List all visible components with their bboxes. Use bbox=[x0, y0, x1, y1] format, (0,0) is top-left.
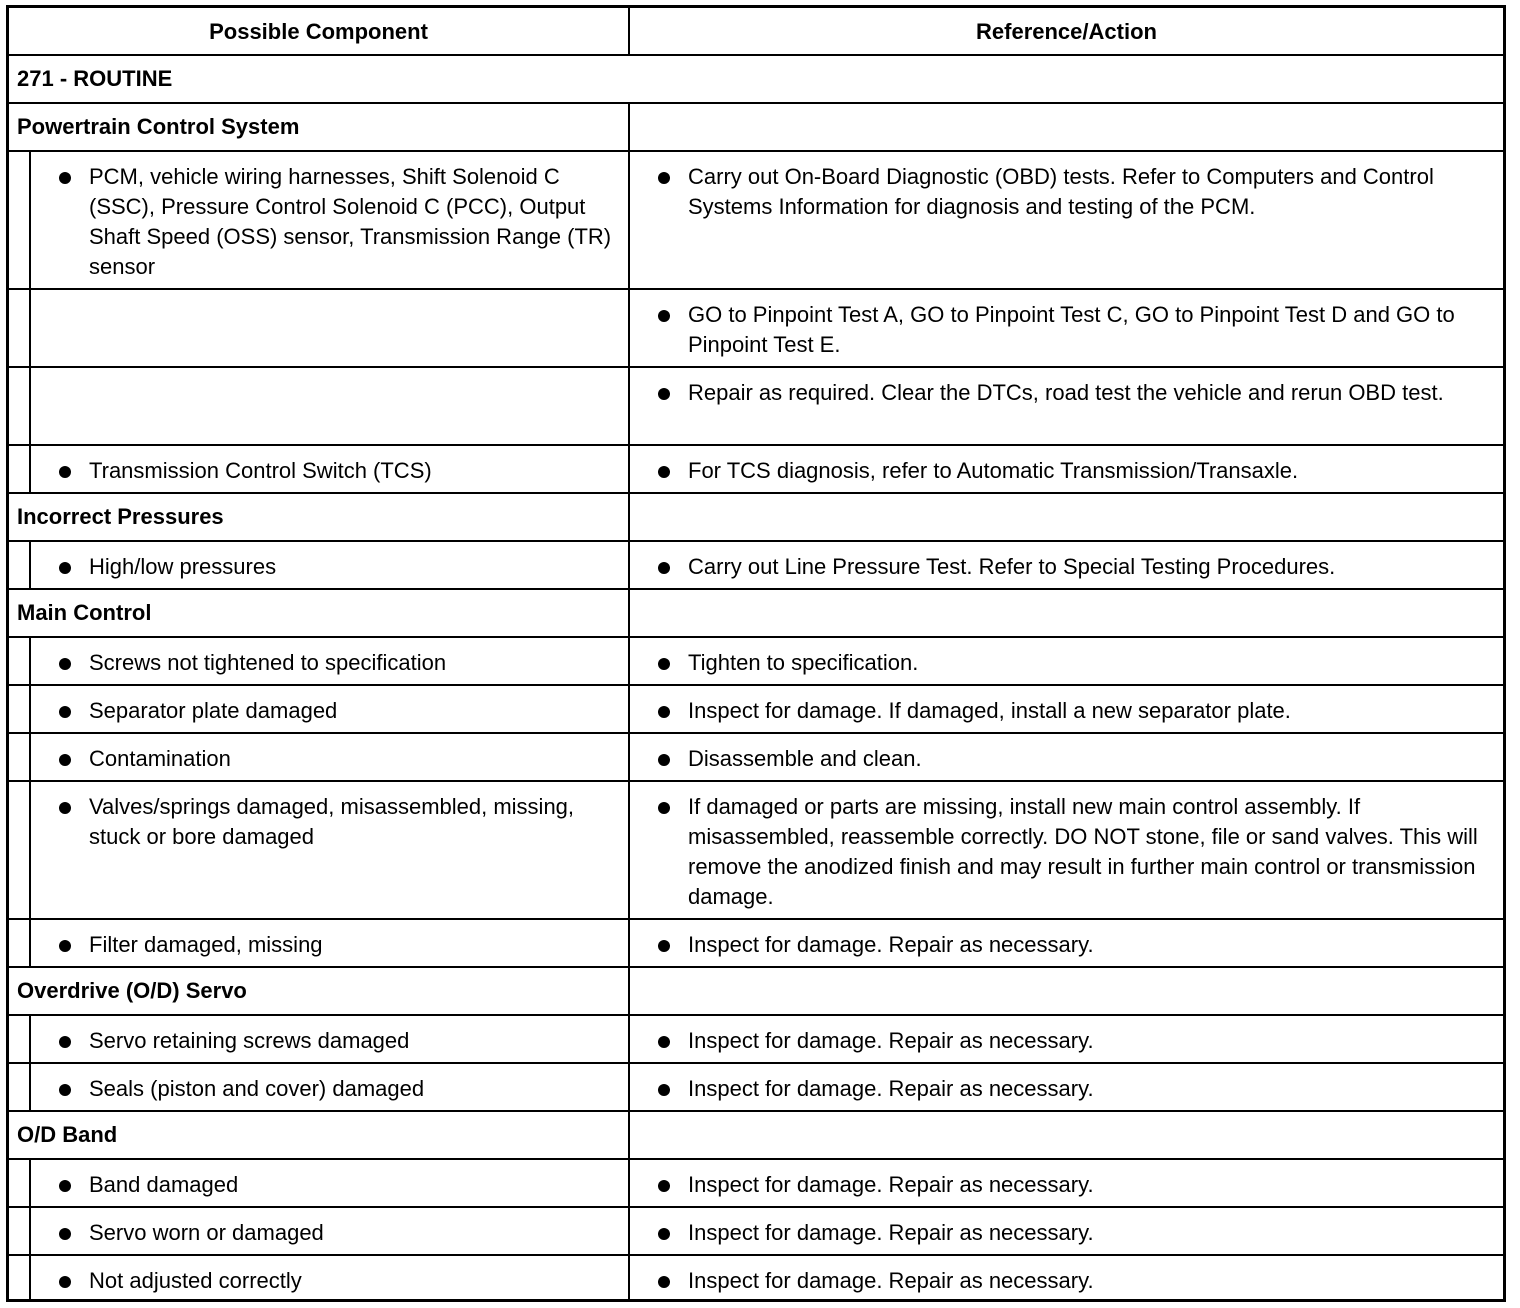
action-item: Carry out On-Board Diagnostic (OBD) tests. Refer to Computers and Control Systems Information for diagnosis and testing of the PCM. bbox=[688, 164, 1434, 219]
table-row bbox=[9, 1208, 1503, 1256]
component-item: Valves/springs damaged, misassembled, missing, stuck or bore damaged bbox=[89, 794, 575, 849]
table-row bbox=[9, 290, 1503, 368]
section-title: Incorrect Pressures bbox=[17, 504, 224, 529]
table-row bbox=[9, 1016, 1503, 1064]
action-item: Inspect for damage. Repair as necessary. bbox=[688, 932, 1094, 957]
section-title: Powertrain Control System bbox=[17, 114, 300, 139]
action-item: Inspect for damage. Repair as necessary. bbox=[688, 1268, 1094, 1293]
column-header-component: Possible Component bbox=[209, 19, 428, 44]
component-item: Servo retaining screws damaged bbox=[89, 1028, 410, 1053]
component-item: Screws not tightened to specification bbox=[89, 650, 447, 675]
routine-row bbox=[9, 56, 1503, 104]
action-item: If damaged or parts are missing, install new main control assembly. If misassembled, reassemble correctly. DO NOT stone, file or sand valves. This will remove the anodized finish and may result in further main control or transmission damage. bbox=[688, 794, 1478, 909]
table-row bbox=[9, 1160, 1503, 1208]
component-item: Band damaged bbox=[89, 1172, 239, 1197]
table-row bbox=[9, 1256, 1503, 1299]
table-row bbox=[9, 368, 1503, 446]
table-header-row bbox=[9, 8, 1503, 56]
action-item: Inspect for damage. Repair as necessary. bbox=[688, 1220, 1094, 1245]
action-item: Disassemble and clean. bbox=[688, 746, 922, 771]
column-header-action: Reference/Action bbox=[976, 19, 1157, 44]
routine-title: 271 - ROUTINE bbox=[17, 66, 173, 91]
section-title: O/D Band bbox=[17, 1122, 118, 1147]
table-row bbox=[9, 1064, 1503, 1112]
section-row bbox=[9, 1112, 1503, 1160]
table-row bbox=[9, 542, 1503, 590]
diagnostic-table bbox=[6, 5, 1506, 1302]
table-row bbox=[9, 920, 1503, 968]
table-row bbox=[9, 638, 1503, 686]
component-item: PCM, vehicle wiring harnesses, Shift Solenoid C (SSC), Pressure Control Solenoid C (PCC), Output Shaft Speed (OSS) sensor, Transmission Range (TR) sensor bbox=[89, 164, 612, 279]
table-row bbox=[9, 782, 1503, 920]
section-row bbox=[9, 968, 1503, 1016]
action-item: Tighten to specification. bbox=[688, 650, 919, 675]
component-item: Contamination bbox=[89, 746, 231, 771]
component-item: Transmission Control Switch (TCS) bbox=[89, 458, 432, 483]
table-row bbox=[9, 734, 1503, 782]
component-item: Not adjusted correctly bbox=[89, 1268, 302, 1293]
action-item: Carry out Line Pressure Test. Refer to Special Testing Procedures. bbox=[688, 554, 1336, 579]
component-item: Filter damaged, missing bbox=[89, 932, 323, 957]
table-row bbox=[9, 446, 1503, 494]
action-item: GO to Pinpoint Test A, GO to Pinpoint Test C, GO to Pinpoint Test D and GO to Pinpoint Test E. bbox=[688, 302, 1455, 357]
section-title: Overdrive (O/D) Servo bbox=[17, 978, 247, 1003]
component-item: Separator plate damaged bbox=[89, 698, 338, 723]
action-item: Inspect for damage. If damaged, install a new separator plate. bbox=[688, 698, 1291, 723]
component-item: Seals (piston and cover) damaged bbox=[89, 1076, 425, 1101]
action-item: For TCS diagnosis, refer to Automatic Transmission/Transaxle. bbox=[688, 458, 1299, 483]
component-item: Servo worn or damaged bbox=[89, 1220, 324, 1245]
section-title: Main Control bbox=[17, 600, 152, 625]
action-item: Repair as required. Clear the DTCs, road test the vehicle and rerun OBD test. bbox=[688, 380, 1444, 405]
table-row bbox=[9, 152, 1503, 290]
section-row bbox=[9, 494, 1503, 542]
table-row bbox=[9, 686, 1503, 734]
action-item: Inspect for damage. Repair as necessary. bbox=[688, 1028, 1094, 1053]
section-row bbox=[9, 104, 1503, 152]
action-item: Inspect for damage. Repair as necessary. bbox=[688, 1076, 1094, 1101]
section-row bbox=[9, 590, 1503, 638]
action-item: Inspect for damage. Repair as necessary. bbox=[688, 1172, 1094, 1197]
component-item: High/low pressures bbox=[89, 554, 277, 579]
